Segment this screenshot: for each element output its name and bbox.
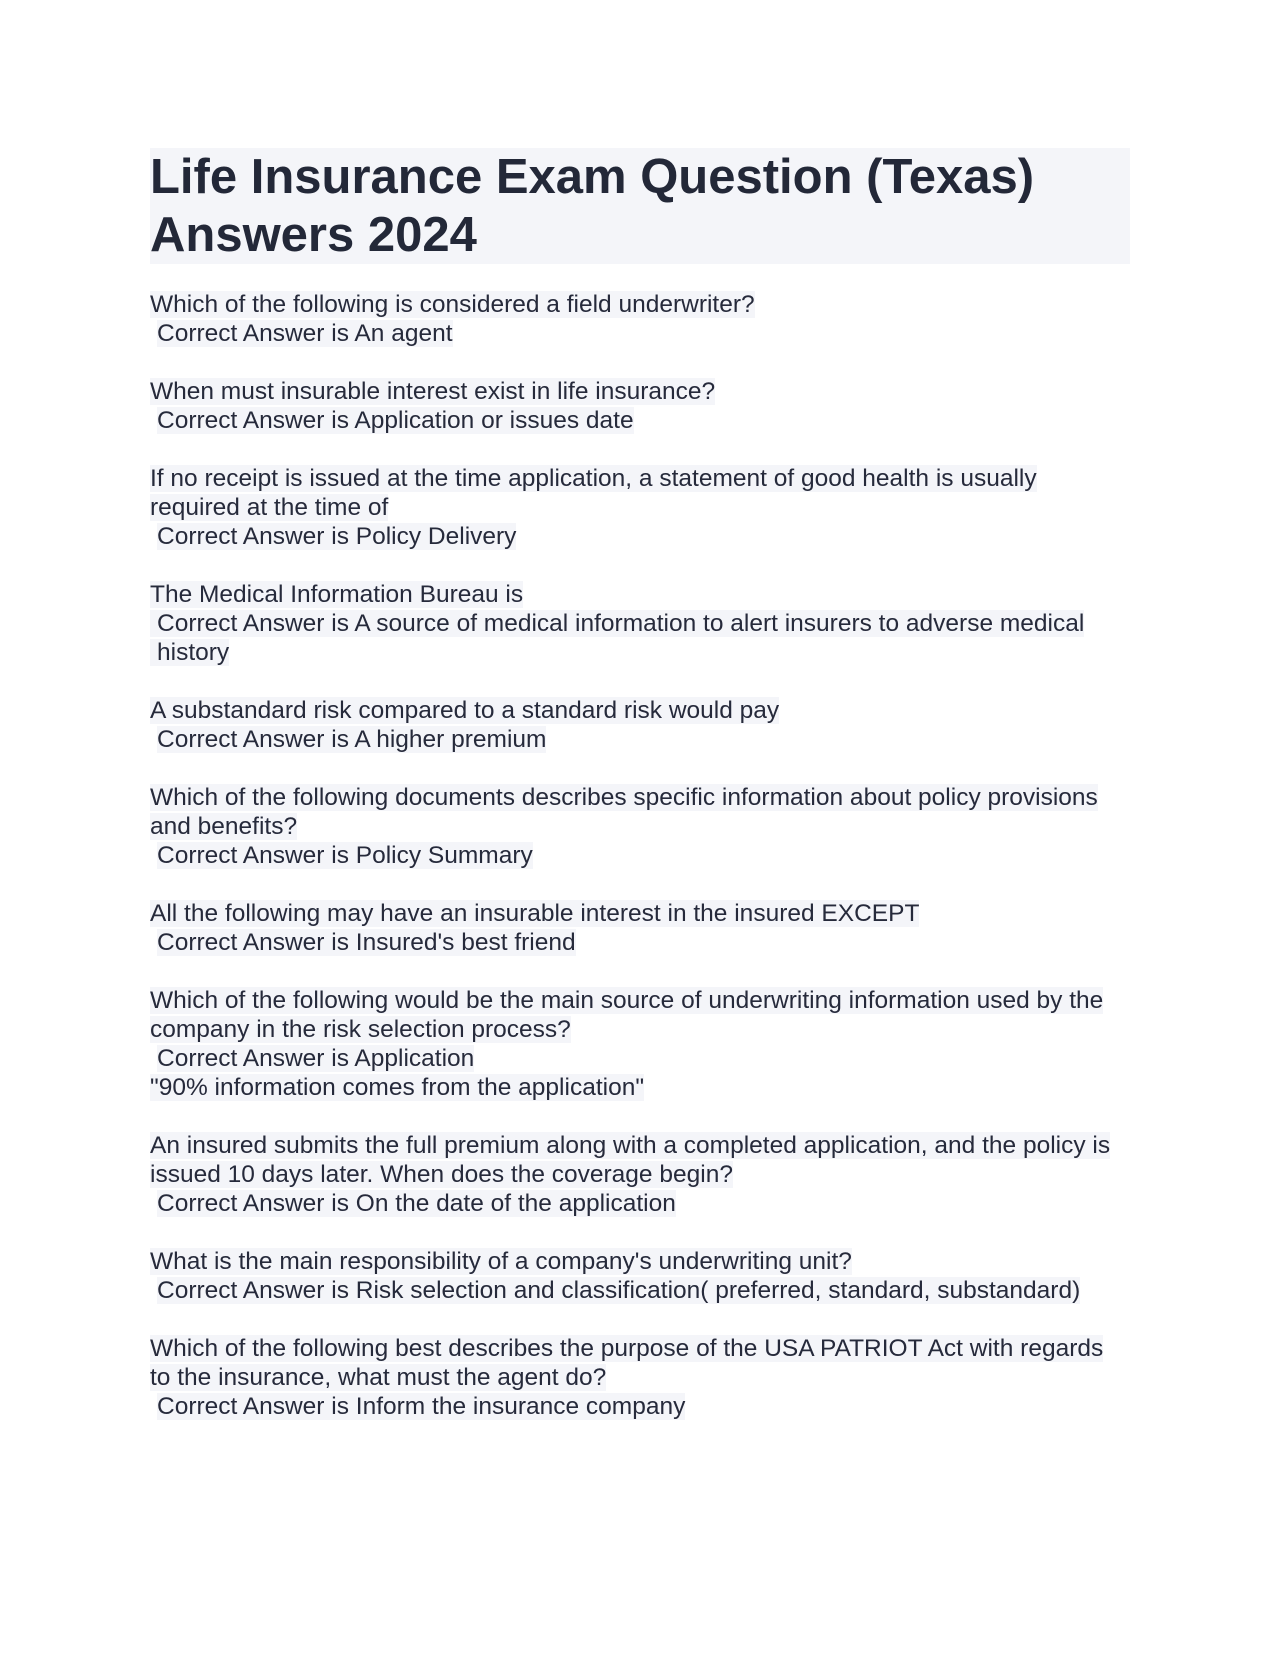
question-text: An insured submits the full premium along with a completed application, and the policy is issued 10 days later. When does the coverage begin?	[150, 1132, 1111, 1188]
qa-item	[150, 290, 1130, 348]
answer-text: Correct Answer is An agent	[157, 320, 453, 347]
qa-item	[150, 377, 1130, 435]
question-text: When must insurable interest exist in life insurance?	[150, 378, 716, 405]
question-text: Which of the following documents describes specific information about policy provisions and benefits?	[150, 784, 1098, 840]
answer-text: Correct Answer is Risk selection and classification( preferred, standard, substandard)	[157, 1277, 1081, 1304]
question-text: All the following may have an insurable interest in the insured EXCEPT	[150, 900, 920, 927]
qa-item	[150, 1247, 1130, 1305]
answer-text: Correct Answer is Policy Summary	[157, 842, 533, 869]
answer-note: "90% information comes from the application"	[150, 1074, 645, 1101]
answer-text: Correct Answer is Application or issues date	[157, 407, 634, 434]
answer-text: Correct Answer is On the date of the application	[157, 1190, 676, 1217]
qa-item	[150, 464, 1130, 551]
qa-item	[150, 696, 1130, 754]
question-text: If no receipt is issued at the time application, a statement of good health is usually required at the time of	[150, 465, 1037, 521]
question-text: Which of the following is considered a field underwriter?	[150, 291, 755, 318]
document-page	[150, 148, 1130, 1450]
answer-text: Correct Answer is Policy Delivery	[157, 523, 517, 550]
question-text: Which of the following best describes the purpose of the USA PATRIOT Act with regards to the insurance, what must the agent do?	[150, 1335, 1104, 1391]
qa-item	[150, 1131, 1130, 1218]
answer-text: Correct Answer is Inform the insurance company	[157, 1393, 686, 1420]
answer-text: Correct Answer is A higher premium	[157, 726, 547, 753]
qa-item	[150, 1334, 1130, 1421]
question-text: The Medical Information Bureau is	[150, 581, 524, 608]
page-title: Life Insurance Exam Question (Texas) Answers 2024	[150, 148, 1130, 264]
qa-item	[150, 580, 1130, 667]
question-text: What is the main responsibility of a company's underwriting unit?	[150, 1248, 852, 1275]
answer-text: Correct Answer is Application	[157, 1045, 475, 1072]
qa-item	[150, 986, 1130, 1102]
question-text: Which of the following would be the main source of underwriting information used by the company in the risk selection process?	[150, 987, 1104, 1043]
question-text: A substandard risk compared to a standard risk would pay	[150, 697, 780, 724]
qa-list	[150, 290, 1130, 1421]
answer-text: Correct Answer is A source of medical information to alert insurers to adverse medical history	[150, 610, 1084, 666]
qa-item	[150, 783, 1130, 870]
qa-item	[150, 899, 1130, 957]
answer-text: Correct Answer is Insured's best friend	[157, 929, 576, 956]
